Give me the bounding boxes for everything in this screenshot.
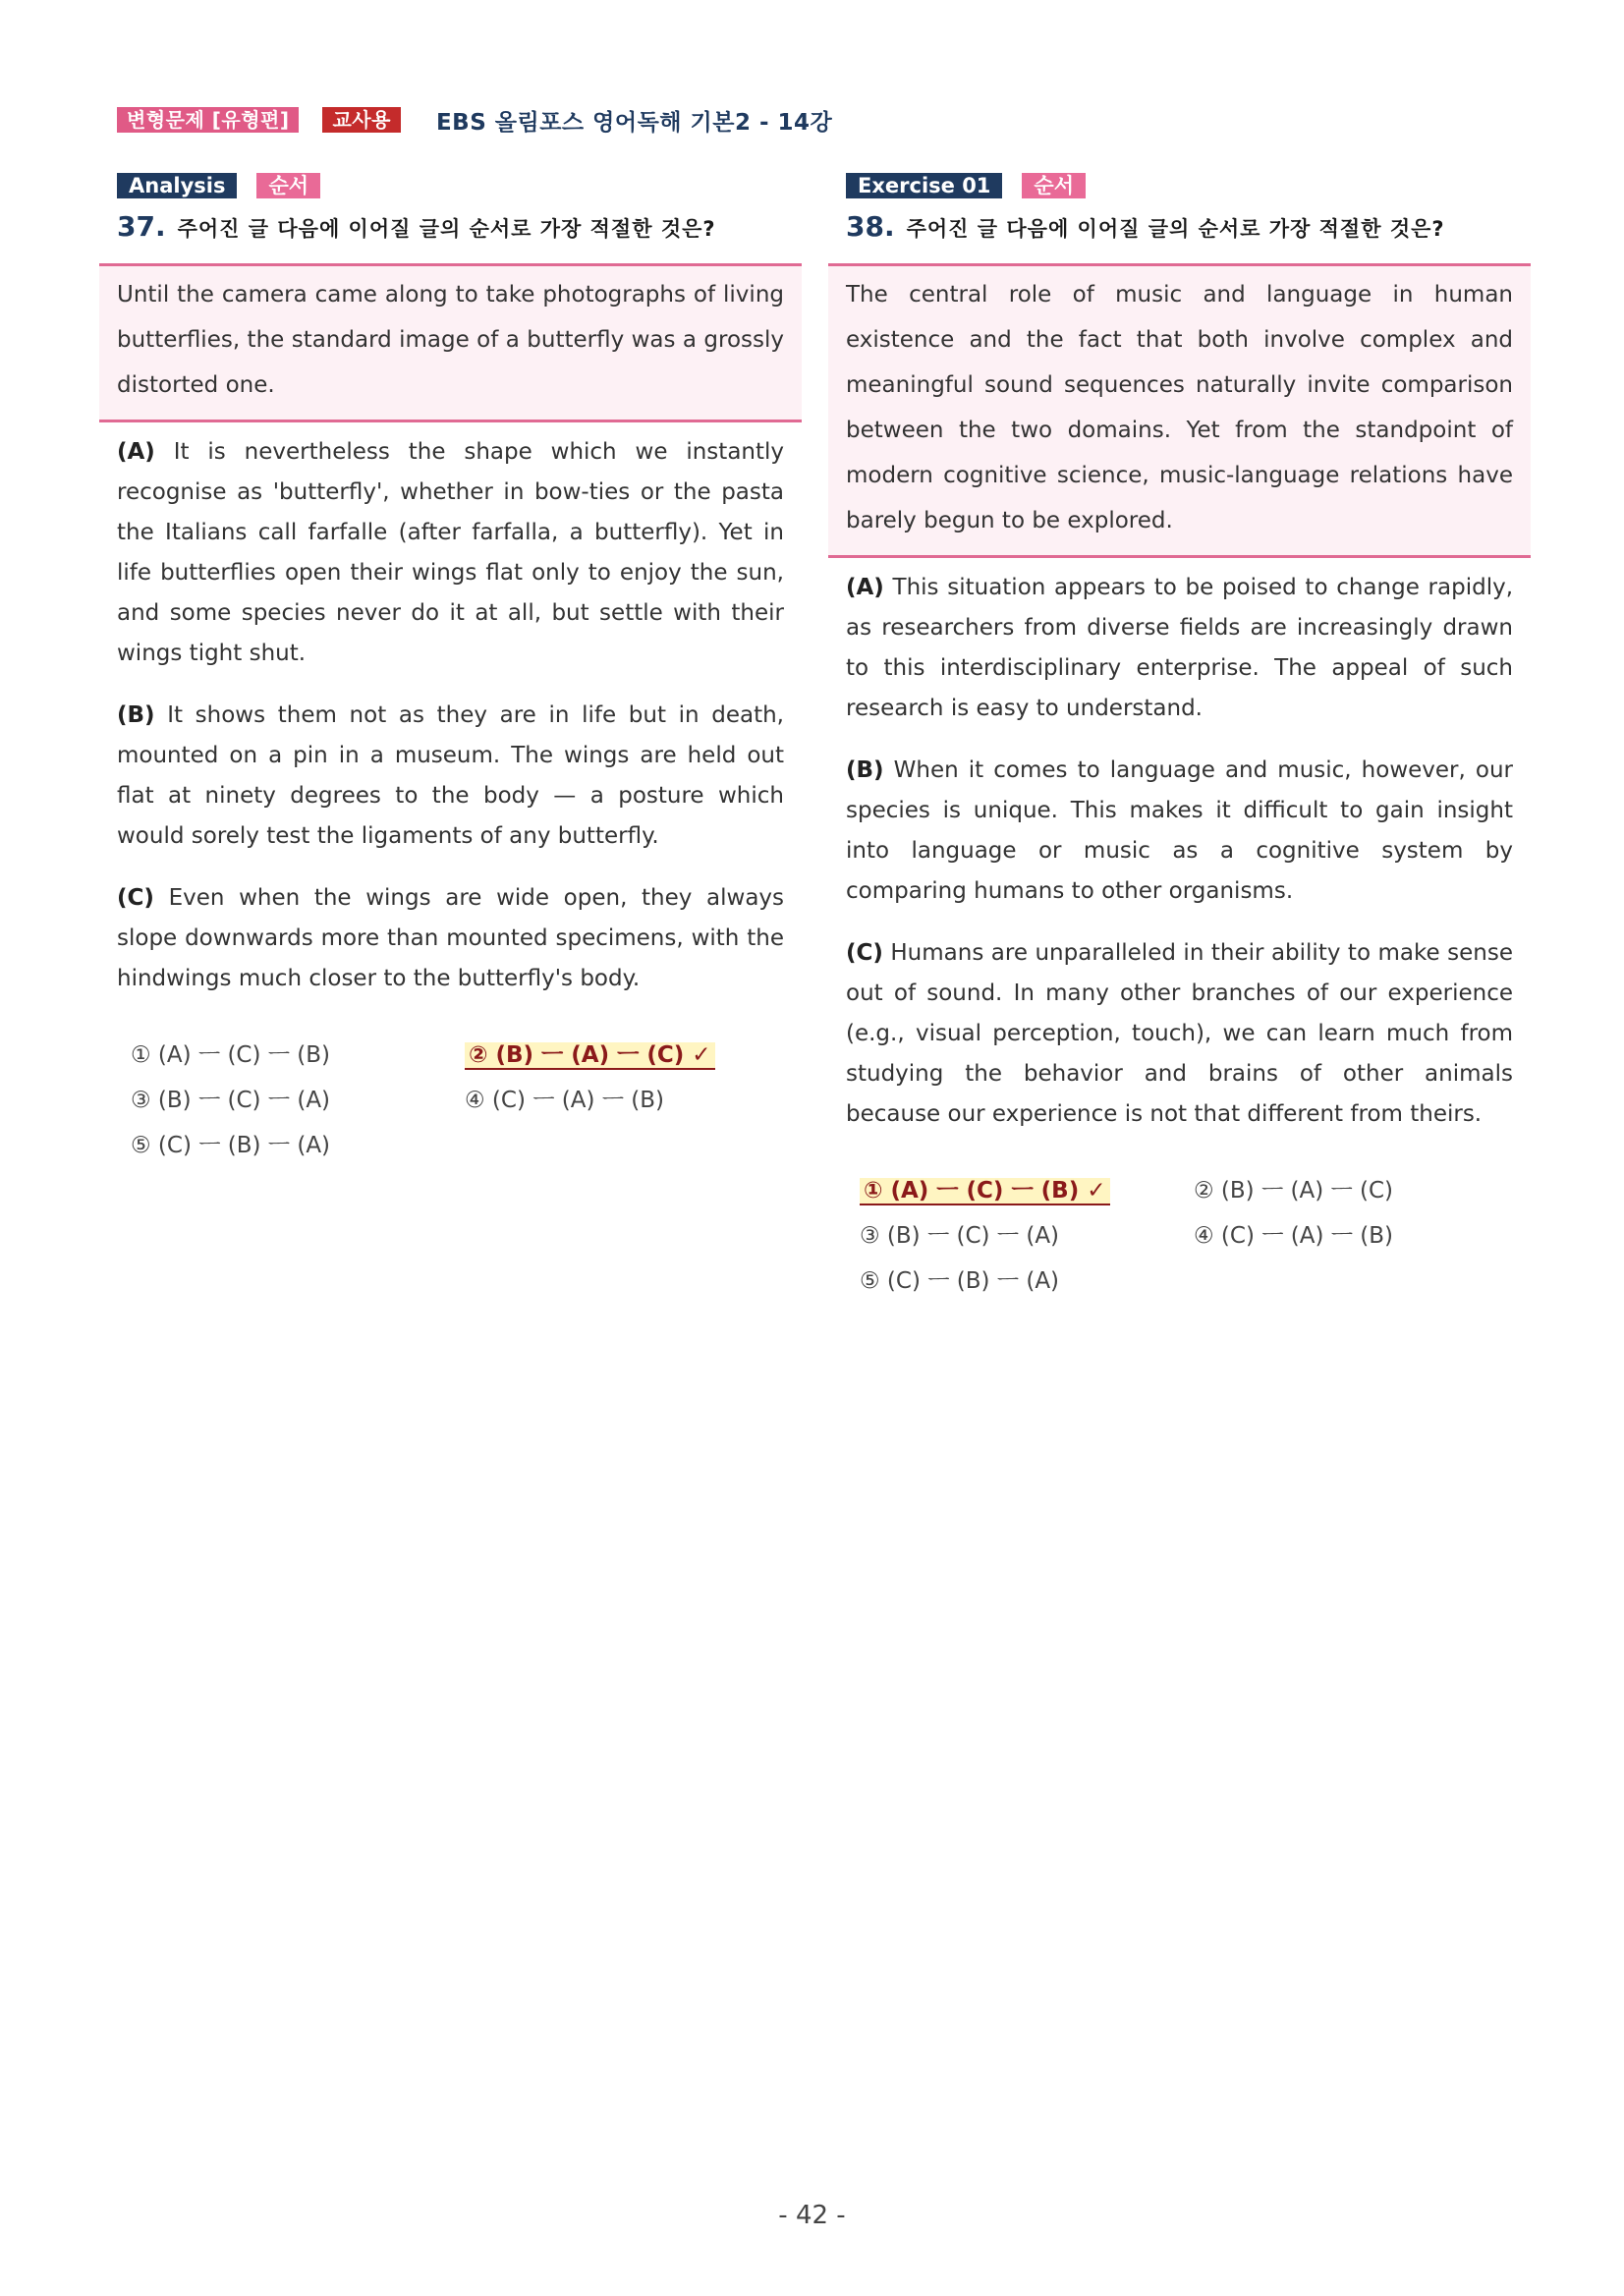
page-number: - 42 - bbox=[778, 2201, 846, 2230]
teacher-tag: 교사용 bbox=[322, 107, 400, 133]
paragraph-label: (A) bbox=[117, 439, 155, 465]
paragraph-text: Humans are unparalleled in their ability to make sense out of sound. In many other branches of our experience (e.g., visual perception, touch), we can learn much from studying the behavior and brains of other animals because our experience is not that different from theirs. bbox=[846, 940, 1513, 1127]
section-label: Analysis bbox=[117, 173, 237, 198]
paragraph-b bbox=[117, 696, 784, 857]
question-type-label: 순서 bbox=[256, 173, 320, 198]
choice-2-correct[interactable]: ② (B) ㅡ (A) ㅡ (C) ✓ bbox=[465, 1033, 799, 1078]
page-header bbox=[117, 106, 832, 134]
choice-3[interactable]: ③ (B) ㅡ (C) ㅡ (A) bbox=[860, 1223, 1060, 1249]
paragraph-a bbox=[846, 568, 1513, 729]
question-number: 38. bbox=[846, 210, 895, 243]
choice-5[interactable]: ⑤ (C) ㅡ (B) ㅡ (A) bbox=[131, 1133, 331, 1158]
paragraph-b bbox=[846, 751, 1513, 912]
type-tag: 변형문제 [유형편] bbox=[117, 107, 299, 133]
choice-3[interactable]: ③ (B) ㅡ (C) ㅡ (A) bbox=[131, 1088, 331, 1113]
paragraph-text: When it comes to language and music, however, our species is unique. This makes it difficult to gain insight into language or music as a cognitive system by comparing humans to other organisms. bbox=[846, 757, 1514, 904]
paragraph-a bbox=[117, 432, 784, 674]
choice-4[interactable]: ④ (C) ㅡ (A) ㅡ (B) bbox=[1194, 1223, 1394, 1249]
paragraph-label: (B) bbox=[846, 757, 884, 783]
choice-1[interactable]: ① (A) ㅡ (C) ㅡ (B) bbox=[131, 1042, 331, 1068]
paragraph-text: It shows them not as they are in life but in death, mounted on a pin in a museum. The wings are held out flat at ninety degrees to the body — a posture which would sorely test the ligaments of any butterfly. bbox=[117, 702, 784, 849]
answer-choices bbox=[860, 1168, 1531, 1304]
choice-1-correct[interactable]: ① (A) ㅡ (C) ㅡ (B) ✓ bbox=[860, 1168, 1194, 1213]
question-37 bbox=[99, 173, 802, 1168]
paragraph-label: (B) bbox=[117, 702, 155, 728]
section-label: Exercise 01 bbox=[846, 173, 1002, 198]
paragraph-c bbox=[846, 933, 1513, 1135]
paragraph-label: (C) bbox=[117, 885, 154, 911]
given-passage: Until the camera came along to take photographs of living butterflies, the standard image of a butterfly was a grossly distorted one. bbox=[99, 263, 802, 422]
question-line bbox=[117, 210, 802, 244]
paragraph-text: Even when the wings are wide open, they always slope downwards more than mounted specimens, with the hindwings much closer to the butterfly's body. bbox=[117, 885, 785, 991]
question-line bbox=[846, 210, 1531, 244]
question-labels bbox=[117, 173, 802, 198]
choice-4[interactable]: ④ (C) ㅡ (A) ㅡ (B) bbox=[465, 1088, 665, 1113]
document-title: EBS 올림포스 영어독해 기본2 - 14강 bbox=[435, 109, 833, 136]
given-passage: The central role of music and language in human existence and the fact that both involve complex and meaningful sound sequences naturally invite comparison between the two domains. Yet from the standpoint of modern cognitive science, music-language relations have barely begun to be explored. bbox=[828, 263, 1531, 558]
question-type-label: 순서 bbox=[1022, 173, 1086, 198]
answer-choices bbox=[131, 1033, 802, 1168]
question-labels bbox=[846, 173, 1531, 198]
question-38 bbox=[828, 173, 1531, 1304]
question-text: 주어진 글 다음에 이어질 글의 순서로 가장 적절한 것은? bbox=[906, 217, 1445, 241]
paragraph-text: It is nevertheless the shape which we instantly recognise as 'butterfly', whether in bow-ties or the pasta the Italians call farfalle (after farfalla, a butterfly). Yet in life butterflies open their wings flat only to enjoy the sun, and some species never do it at all, but settle with their wings tight shut. bbox=[117, 439, 785, 666]
choice-5[interactable]: ⑤ (C) ㅡ (B) ㅡ (A) bbox=[860, 1268, 1060, 1294]
question-number: 37. bbox=[117, 210, 166, 243]
paragraph-text: This situation appears to be poised to change rapidly, as researchers from diverse fields are increasingly drawn to this interdisciplinary enterprise. The appeal of such research is easy to understand. bbox=[846, 575, 1514, 721]
paragraph-label: (C) bbox=[846, 940, 883, 966]
question-text: 주어진 글 다음에 이어질 글의 순서로 가장 적절한 것은? bbox=[177, 217, 716, 241]
paragraph-label: (A) bbox=[846, 575, 884, 600]
paragraph-c bbox=[117, 878, 784, 999]
choice-2[interactable]: ② (B) ㅡ (A) ㅡ (C) bbox=[1194, 1178, 1394, 1204]
